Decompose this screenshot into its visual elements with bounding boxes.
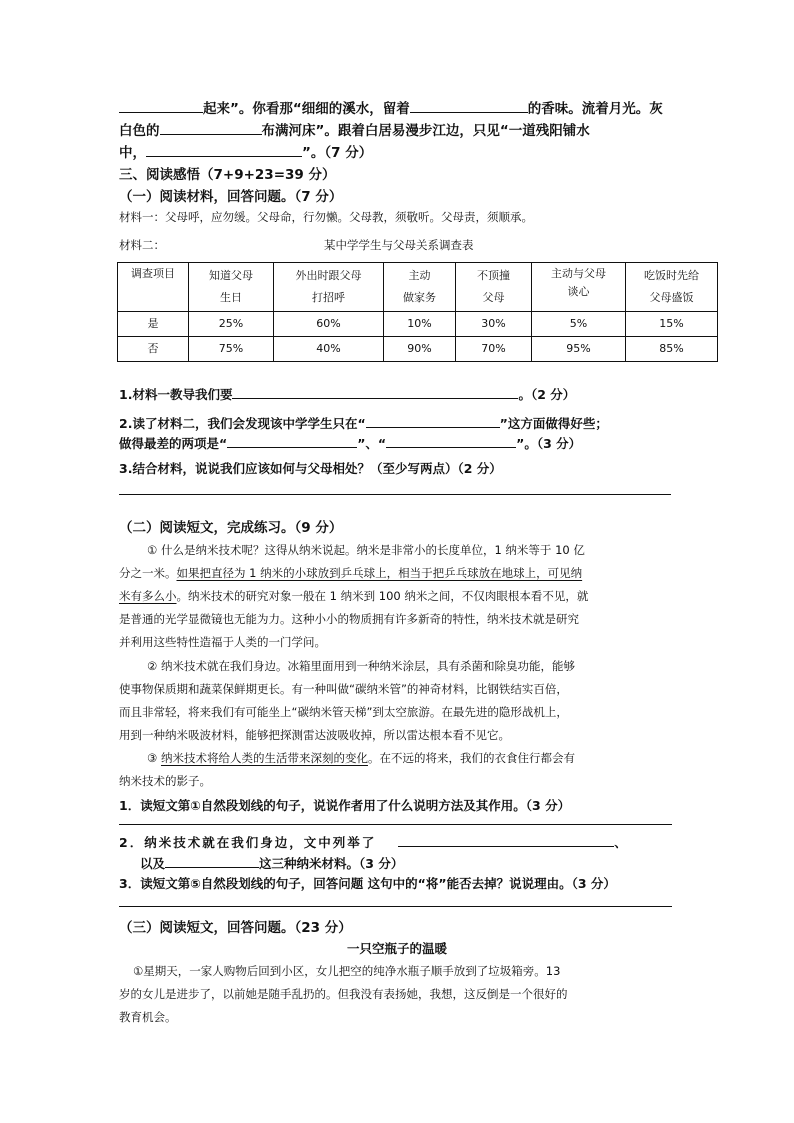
- answer-blank[interactable]: [366, 413, 500, 428]
- poem-text: 中，: [119, 145, 146, 161]
- passage-line: ①星期天，一家人购物后回到小区，女儿把空的纯净水瓶子顺手放到了垃圾箱旁。13: [133, 964, 561, 978]
- question-2: 2.读了材料二，我们会发现该中学学生只在“ ”这方面做得好些；: [119, 413, 608, 432]
- question-2-cont: 以及 这三种纳米材料。（3 分）: [140, 853, 403, 872]
- table-cell: 10%: [384, 312, 456, 337]
- table-header-cell: 外出时跟父母 打招呼: [274, 263, 384, 312]
- poem-text: 起来”。你看那“细细的溪水，留着: [203, 101, 410, 117]
- poem-line-2: [119, 119, 590, 139]
- table-header-cell: 主动 做家务: [384, 263, 456, 312]
- table-cell: 30%: [456, 312, 532, 337]
- answer-line[interactable]: [119, 824, 672, 825]
- passage-line: 用到一种纳米吸波材料，能够把探测雷达波吸收掉，所以雷达根本看不见它。: [119, 728, 510, 742]
- poem-line-3: [119, 141, 372, 161]
- table-cell: 90%: [384, 337, 456, 362]
- part3-title: （三）阅读短文，回答问题。（23 分）: [119, 920, 352, 936]
- answer-blank[interactable]: [232, 384, 518, 399]
- answer-blank[interactable]: [119, 98, 203, 113]
- passage-line: 使事物保质期和蔬菜保鲜期更长。有一种叫做“碳纳米管”的神奇材料，比钢铁结实百倍，: [119, 682, 568, 696]
- table-cell: 否: [118, 337, 189, 362]
- answer-blank[interactable]: [386, 433, 516, 448]
- question-3: 3．读短文第⑤自然段划线的句子，回答问题 这句中的“将”能否去掉？说说理由。（3 分）: [119, 876, 616, 891]
- poem-text: 布满河床”。跟着白居易漫步江边，只见“一道残阳铺水: [261, 123, 590, 139]
- poem-text: 的香味。流着月光。灰: [527, 101, 663, 117]
- question-3: 3.结合材料，说说我们应该如何与父母相处？（至少写两点）（2 分）: [119, 461, 502, 476]
- poem-line-1: [119, 97, 663, 117]
- passage-line: 分之一米。如果把直径为 1 纳米的小球放到乒乓球上，相当于把乒乓球放在地球上，可见纳: [119, 566, 583, 580]
- passage-line: 岁的女儿是进步了，以前她是随手乱扔的。但我没有表扬她，我想，这反倒是一个很好的: [119, 987, 568, 1001]
- table-header-cell: 吃饭时先给 父母盛饭: [626, 263, 718, 312]
- part1-title: （一）阅读材料，回答问题。（7 分）: [119, 189, 343, 205]
- part2-title: （二）阅读短文，完成练习。（9 分）: [119, 520, 343, 536]
- table-cell: 是: [118, 312, 189, 337]
- table-cell: 5%: [532, 312, 626, 337]
- question-2-cont: 做得最差的两项是“ ”、“ ”。（3 分）: [119, 433, 581, 452]
- answer-blank[interactable]: [165, 853, 259, 868]
- passage-line: 是普通的光学显微镜也无能为力。这种小小的物质拥有许多新奇的特性，纳米技术就是研究: [119, 612, 579, 626]
- answer-blank[interactable]: [160, 120, 262, 135]
- underlined-sentence: 米有多么小: [119, 589, 177, 603]
- passage-line: ① 什么是纳米技术呢？这得从纳米说起。纳米是非常小的长度单位，1 纳米等于 10 亿: [147, 543, 585, 557]
- answer-blank[interactable]: [410, 98, 528, 113]
- table-cell: 15%: [626, 312, 718, 337]
- table-cell: 85%: [626, 337, 718, 362]
- material-two-label: 材料二：: [119, 238, 165, 252]
- table-cell: 60%: [274, 312, 384, 337]
- answer-blank[interactable]: [227, 433, 357, 448]
- material-one: 材料一：父母呼，应勿缓。父母命，行勿懒。父母教，须敬听。父母责，须顺承。: [119, 210, 533, 224]
- answer-blank[interactable]: [398, 832, 614, 847]
- answer-line[interactable]: [119, 494, 671, 495]
- table-cell: 70%: [456, 337, 532, 362]
- section-title: 三、阅读感悟（7+9+23=39 分）: [119, 167, 336, 183]
- answer-blank[interactable]: [146, 142, 302, 157]
- question-1: 1.材料一教导我们要 。（2 分）: [119, 384, 575, 403]
- story-title: 一只空瓶子的温暖: [346, 941, 447, 956]
- answer-line[interactable]: [119, 906, 672, 907]
- table-header-cell: 知道父母 生日: [189, 263, 274, 312]
- table-header-cell: 不顶撞 父母: [456, 263, 532, 312]
- passage-line: ② 纳米技术就在我们身边。冰箱里面用到一种纳米涂层，具有杀菌和除臭功能，能够: [147, 659, 575, 673]
- passage-line: 教育机会。: [119, 1010, 177, 1024]
- survey-table: [117, 262, 718, 362]
- table-cell: 40%: [274, 337, 384, 362]
- passage-line: 并利用这些特性造福于人类的一门学问。: [119, 635, 326, 649]
- table-cell: 95%: [532, 337, 626, 362]
- table-header-row: [118, 263, 718, 312]
- table-title: 某中学学生与父母关系调查表: [324, 238, 474, 252]
- passage-line: 米有多么小。纳米技术的研究对象一般在 1 纳米到 100 纳米之间，不仅肉眼根本看不见，就: [119, 589, 589, 603]
- underlined-sentence: 纳米技术将给人类的生活带来深刻的变化: [160, 751, 368, 765]
- underlined-sentence: 如果把直径为 1 纳米的小球放到乒乓球上，相当于把乒乓球放在地球上，可见纳: [176, 566, 583, 580]
- table-row: [118, 337, 718, 362]
- question-1: 1．读短文第①自然段划线的句子，说说作者用了什么说明方法及其作用。（3 分）: [119, 798, 571, 813]
- table-row: [118, 312, 718, 337]
- table-header-cell: 主动与父母 谈心: [532, 263, 626, 312]
- poem-text: 白色的: [119, 123, 160, 139]
- passage-line: 纳米技术的影子。: [119, 774, 211, 788]
- table-cell: 75%: [189, 337, 274, 362]
- table-cell: 25%: [189, 312, 274, 337]
- poem-text: ”。（7 分）: [302, 145, 373, 161]
- question-2: 2．纳米技术就在我们身边，文中列举了 、: [119, 832, 627, 851]
- passage-line: 而且非常轻，将来我们有可能坐上“碳纳米管天梯”到太空旅游。在最先进的隐形战机上，: [119, 705, 568, 719]
- passage-line: ③ 纳米技术将给人类的生活带来深刻的变化。在不远的将来，我们的衣食住行都会有: [147, 751, 575, 765]
- table-header-cell: 调查项目: [118, 263, 189, 312]
